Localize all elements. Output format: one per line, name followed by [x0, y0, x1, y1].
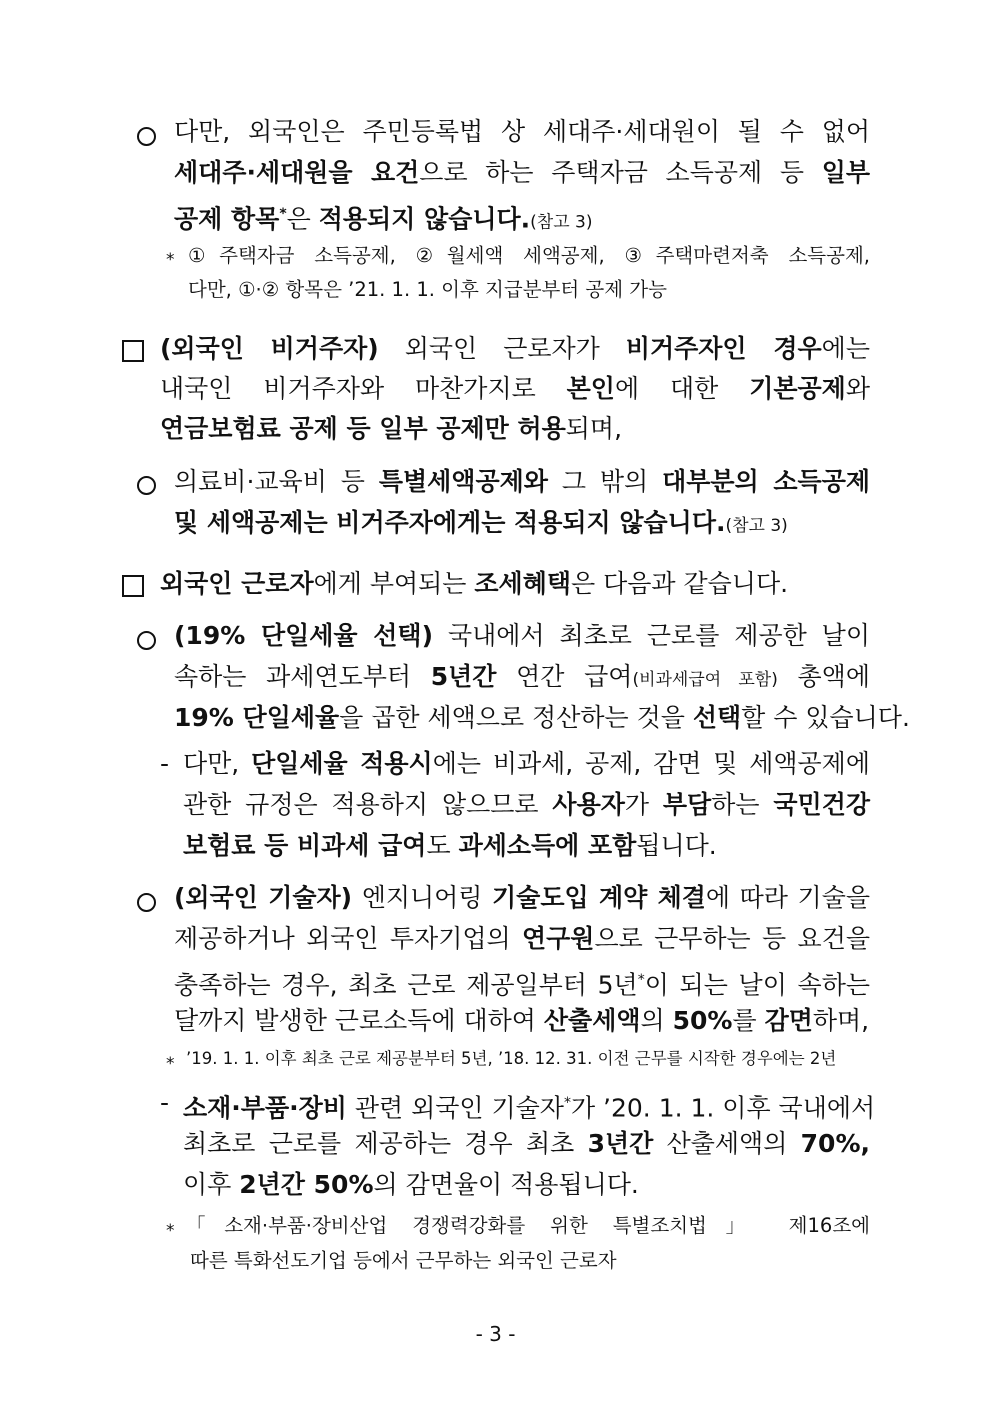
text-bold: 본인 — [566, 374, 615, 403]
text-bold: (외국인 기술자) — [174, 883, 353, 912]
text-span: 충족하는 경우, 최초 근로 제공일부터 5년 — [174, 970, 638, 1000]
text-span: 에 대한 — [614, 374, 750, 403]
text-bold: 단일세율 적용시 — [251, 749, 433, 778]
paragraph-line — [174, 659, 870, 698]
text-span: 에게 부여되는 — [313, 569, 475, 598]
paragraph-line — [174, 505, 788, 544]
text-span: 에는 — [821, 334, 870, 363]
paragraph-line — [183, 787, 870, 823]
text-span: 엔지니어링 — [352, 883, 493, 912]
text-bold: 소재·부품·장비 — [183, 1093, 347, 1123]
text-bold: (외국인 비거주자) — [160, 334, 379, 363]
paragraph-line — [160, 371, 870, 407]
text-span: 제공하거나 외국인 투자기업의 — [174, 924, 522, 953]
footnote-text: 다만, ①·② 항목은 ’21. 1. 1. 이후 지급분부터 공제 가능 — [188, 278, 667, 301]
text-span: 하는 — [711, 790, 774, 819]
paragraph-line — [183, 1126, 870, 1162]
text-span: 하며, — [812, 1006, 870, 1035]
text-span: 됩니다. — [636, 831, 717, 860]
paragraph-line — [174, 880, 870, 916]
footnote-text: 「소재·부품·장비산업 경쟁력강화를 위한 특별조치법」 제16조에 — [186, 1214, 870, 1237]
text-bold: 기본공제 — [749, 374, 846, 403]
footnote-line — [190, 1246, 617, 1276]
text-span: 되며, — [565, 414, 623, 443]
text-span: 으로 하는 주택자금 소득공제 등 — [419, 158, 822, 187]
checkbox-square-icon — [122, 340, 144, 362]
text-span: 국내에서 최초로 근로를 제공한 날이 — [433, 621, 870, 650]
footnote-text: 따른 특화선도기업 등에서 근무하는 외국인 근로자 — [190, 1249, 617, 1272]
text-span: 가 — [624, 790, 663, 819]
paragraph-line — [183, 1167, 639, 1203]
text-span: 가 ’20. 1. 1. 이후 국내에서 — [570, 1093, 876, 1123]
text-bold: 기술도입 계약 체결 — [492, 883, 706, 912]
text-bold: 공제 항목 — [174, 204, 280, 234]
asterisk-marker: * — [166, 1221, 175, 1241]
paragraph-line — [174, 155, 870, 191]
text-bold: (19% 단일세율 선택) — [174, 621, 433, 650]
parenthetical-note: (비과세급여 포함) — [632, 670, 778, 690]
paragraph-line — [174, 921, 870, 957]
text-span: 를 — [732, 1006, 765, 1035]
text-bold: 외국인 근로자 — [160, 569, 314, 598]
text-bold: 연금보험료 공제 등 일부 공제만 허용 — [160, 414, 566, 443]
paragraph-line — [160, 566, 788, 602]
reference-note: (참고 3) — [530, 212, 593, 233]
text-span: 할 수 있습니다. — [741, 703, 910, 732]
footnote-line — [188, 275, 667, 305]
footnote-marker: * — [279, 206, 287, 222]
text-span: 외국인 근로자가 — [378, 334, 626, 363]
footnote-line — [188, 241, 870, 271]
text-span: 와 — [845, 374, 870, 403]
text-bold: 과세소득에 포함 — [458, 831, 637, 860]
text-span: 은 다음과 같습니다. — [571, 569, 789, 598]
text-bold: 일부 — [821, 158, 870, 187]
text-span: 의료비·교육비 등 — [174, 467, 379, 496]
text-bold: 세대주·세대원을 요건 — [174, 158, 420, 187]
text-bold: 선택 — [692, 703, 742, 732]
circle-bullet-icon — [137, 476, 156, 495]
text-span: 관한 규정은 적용하지 않으므로 — [183, 790, 553, 819]
dash-bullet: - — [160, 749, 170, 778]
text-span: 이 되는 날이 속하는 — [644, 970, 870, 1000]
text-bold: 적용되지 않습니다. — [318, 204, 531, 234]
text-bold: 감면 — [764, 1006, 813, 1035]
text-bold: 2년간 50% — [239, 1170, 374, 1199]
text-span: 그 밖의 — [547, 467, 663, 496]
text-span: 총액에 — [777, 662, 870, 691]
text-bold: 대부분의 소득공제 — [662, 467, 871, 496]
text-span: 은 — [286, 204, 319, 234]
text-span: 관련 외국인 기술자 — [346, 1093, 564, 1123]
paragraph-line — [174, 700, 910, 736]
page-number: - 3 - — [475, 1322, 516, 1346]
text-span: 이후 — [183, 1170, 240, 1199]
paragraph-line — [174, 464, 870, 500]
dash-bullet: - — [160, 1088, 170, 1117]
text-bold: 연구원 — [522, 924, 595, 953]
paragraph-line — [160, 331, 870, 367]
footnote-text: ’19. 1. 1. 이후 최초 근로 제공분부터 5년, ’18. 12. 31. 이전 근무를 시작한 경우에는 2년 — [186, 1049, 837, 1068]
text-span: 최초로 근로를 제공하는 경우 최초 — [183, 1129, 588, 1158]
text-span: 의 — [640, 1006, 673, 1035]
paragraph-line — [174, 618, 870, 654]
text-bold: 70%, — [800, 1129, 870, 1158]
footnote-marker: * — [563, 1095, 571, 1111]
reference-note: (참고 3) — [725, 516, 788, 536]
text-span: 연간 급여 — [496, 662, 633, 691]
text-span: 의 감면율이 적용됩니다. — [373, 1170, 639, 1199]
footnote-text: ①주택자금 소득공제, ②월세액 세액공제, ③주택마련저축 소득공제, — [188, 244, 870, 267]
circle-bullet-icon — [137, 127, 156, 146]
paragraph-line — [174, 1003, 869, 1039]
text-span: 도 — [426, 831, 459, 860]
text-bold: 및 세액공제는 비거주자에게는 적용되지 않습니다. — [174, 508, 726, 537]
paragraph-line — [183, 1085, 876, 1126]
text-span: 다만, 외국인은 주민등록법 상 세대주·세대원이 될 수 없어 — [174, 117, 870, 146]
text-bold: 특별세액공제와 — [378, 467, 548, 496]
text-span: 다만, — [183, 749, 252, 778]
circle-bullet-icon — [137, 893, 156, 912]
text-bold: 부담 — [662, 790, 712, 819]
text-span: 산출세액의 — [653, 1129, 801, 1158]
text-span: 에는 비과세, 공제, 감면 및 세액공제에 — [432, 749, 870, 778]
text-span: 속하는 과세연도부터 — [174, 662, 431, 691]
asterisk-marker: * — [166, 1054, 175, 1074]
text-bold: 보험료 등 비과세 급여 — [183, 831, 427, 860]
text-bold: 3년간 — [587, 1129, 654, 1158]
paragraph-line — [183, 828, 717, 864]
checkbox-square-icon — [122, 575, 144, 597]
text-bold: 산출세액 — [543, 1006, 641, 1035]
text-bold: 19% 단일세율 — [174, 703, 340, 732]
footnote-marker: * — [637, 972, 645, 988]
paragraph-line — [183, 746, 870, 782]
text-bold: 국민건강 — [773, 790, 870, 819]
text-span: 으로 근무하는 등 요건을 — [594, 924, 870, 953]
paragraph-line — [160, 411, 622, 447]
text-span: 에 따라 기술을 — [705, 883, 870, 912]
text-span: 을 곱한 세액으로 정산하는 것을 — [339, 703, 693, 732]
footnote-line — [186, 1044, 836, 1074]
text-bold: 조세혜택 — [474, 569, 572, 598]
asterisk-marker: * — [166, 250, 175, 270]
text-span: 달까지 발생한 근로소득에 대하여 — [174, 1006, 544, 1035]
circle-bullet-icon — [137, 631, 156, 650]
paragraph-line — [174, 114, 870, 150]
text-span: 내국인 비거주자와 마찬가지로 — [160, 374, 567, 403]
text-bold: 사용자 — [552, 790, 625, 819]
text-bold: 5년간 — [430, 662, 497, 691]
text-bold: 50% — [672, 1006, 733, 1035]
paragraph-line — [174, 196, 593, 240]
text-bold: 비거주자인 경우 — [625, 334, 822, 363]
paragraph-line — [174, 962, 870, 1003]
footnote-line — [186, 1211, 870, 1241]
